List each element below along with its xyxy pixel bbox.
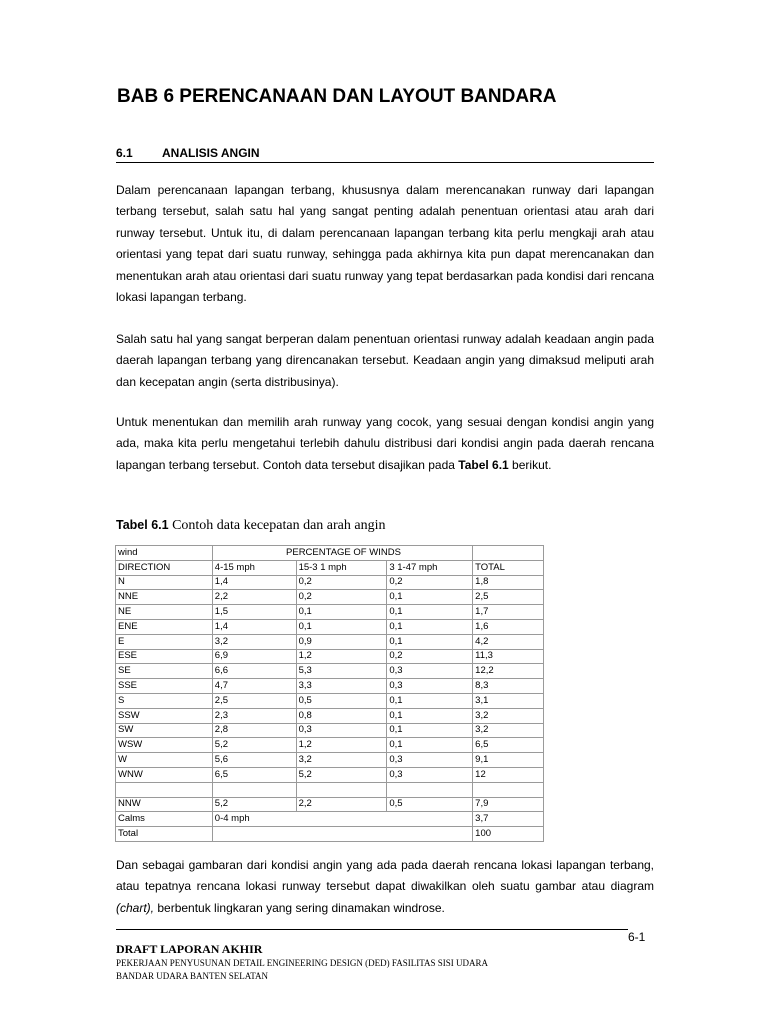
section-title: ANALISIS ANGIN — [162, 146, 260, 160]
table-cell: 3,2 — [212, 634, 296, 649]
table-cell: 0,1 — [387, 693, 473, 708]
table-cell: 5,6 — [212, 753, 296, 768]
table-row — [116, 753, 544, 768]
table-caption-label: Tabel 6.1 — [116, 518, 169, 532]
header-4-15-mph: 4-15 mph — [212, 560, 296, 575]
table-row-nnw — [116, 797, 544, 812]
table-cell: 0,1 — [387, 723, 473, 738]
section-heading — [116, 144, 654, 163]
table-row — [116, 767, 544, 782]
header-blank — [473, 546, 544, 561]
table-cell: W — [116, 753, 213, 768]
table-row — [116, 723, 544, 738]
header-wind: wind — [116, 546, 213, 561]
table-cell: 0,1 — [387, 708, 473, 723]
table-cell: 0,9 — [296, 634, 387, 649]
table-cell: ENE — [116, 619, 213, 634]
chapter-title: BAB 6 PERENCANAAN DAN LAYOUT BANDARA — [117, 86, 557, 107]
section-number: 6.1 — [116, 146, 133, 160]
table-cell: WNW — [116, 767, 213, 782]
paragraph-1: Dalam perencanaan lapangan terbang, khususnya dalam merencanakan runway dari lapangan terbang tersebut, salah satu hal yang sangat penting adalah penentuan orientasi atau arah dari runway tersebut. Untuk itu, di dalam perencanaan lapangan terbang kita perlu mengkaji arah atau orientasi yang tepat dari suatu runway, sehingga pada akhirnya kita pun dapat merencanakan dan menentukan arah atau orientasi dari suatu runway yang tepat berdasarkan pada kondisi dari rencana lokasi lapangan terbang. — [116, 183, 654, 305]
footer-divider — [116, 929, 628, 930]
table-cell: 1,4 — [212, 619, 296, 634]
table-row — [116, 605, 544, 620]
table-header-row-2 — [116, 560, 544, 575]
table-cell: 3,1 — [473, 693, 544, 708]
table-cell: 9,1 — [473, 753, 544, 768]
table-row — [116, 649, 544, 664]
table-caption-text: Contoh data kecepatan dan arah angin — [168, 518, 386, 533]
paragraph-3-end: berikut. — [508, 457, 552, 472]
calms-range: 0-4 mph — [212, 812, 472, 827]
table-cell: E — [116, 634, 213, 649]
table-row — [116, 693, 544, 708]
table-row-total — [116, 827, 544, 842]
table-cell: 8,3 — [473, 679, 544, 694]
table-cell: 6,5 — [212, 767, 296, 782]
table-cell: 3,2 — [473, 708, 544, 723]
table-cell — [212, 782, 296, 797]
table-cell: 0,2 — [296, 590, 387, 605]
table-cell: 5,3 — [296, 664, 387, 679]
table-cell: 0,3 — [387, 664, 473, 679]
header-31-47-mph: 3 1-47 mph — [387, 560, 473, 575]
table-cell: 0,1 — [387, 605, 473, 620]
table-cell: S — [116, 693, 213, 708]
table-cell: 2,8 — [212, 723, 296, 738]
chart-term: (chart), — [116, 900, 155, 915]
table-cell: 0,3 — [296, 723, 387, 738]
table-caption — [116, 518, 386, 534]
page-number: 6-1 — [628, 930, 646, 944]
table-cell: 4,7 — [212, 679, 296, 694]
table-cell: 4,2 — [473, 634, 544, 649]
table-cell: 0,1 — [387, 634, 473, 649]
header-direction: DIRECTION — [116, 560, 213, 575]
table-row — [116, 664, 544, 679]
table-cell: 2,5 — [473, 590, 544, 605]
table-cell — [473, 782, 544, 797]
table-cell: 0,2 — [387, 649, 473, 664]
table-cell: SW — [116, 723, 213, 738]
table-cell: 0,3 — [387, 679, 473, 694]
table-cell: 0,8 — [296, 708, 387, 723]
table-cell: 0,1 — [387, 738, 473, 753]
total-blank — [212, 827, 472, 842]
table-cell: 6,6 — [212, 664, 296, 679]
table-row — [116, 590, 544, 605]
table-cell — [116, 782, 213, 797]
table-cell: 0,2 — [387, 575, 473, 590]
paragraph-3-text: Untuk menentukan dan memilih arah runway yang cocok, yang sesuai dengan kondisi angin yang ada, maka kita perlu mengetahui terlebih dahulu distribusi dari kondisi angin pada daerah rencana lapangan terbang tersebut. Contoh data tersebut disajikan pada — [116, 415, 654, 472]
table-cell: 1,7 — [473, 605, 544, 620]
table-cell: 0,3 — [387, 767, 473, 782]
total-label: Total — [116, 827, 213, 842]
table-cell: 2,2 — [296, 797, 387, 812]
table-cell: 2,5 — [212, 693, 296, 708]
table-cell: 1,2 — [296, 738, 387, 753]
table-cell: 6,9 — [212, 649, 296, 664]
table-cell: 5,2 — [212, 797, 296, 812]
table-cell: NE — [116, 605, 213, 620]
table-cell: 0,1 — [387, 619, 473, 634]
wind-table — [115, 545, 544, 842]
table-cell: 1,2 — [296, 649, 387, 664]
table-cell: 5,2 — [212, 738, 296, 753]
table-cell: 1,4 — [212, 575, 296, 590]
paragraph-4-end: berbentuk lingkaran yang sering dinamakan windrose. — [154, 900, 445, 915]
calms-label: Calms — [116, 812, 213, 827]
table-cell: NNW — [116, 797, 213, 812]
table-cell: 3,2 — [473, 723, 544, 738]
paragraph-2: Salah satu hal yang sangat berperan dalam penentuan orientasi runway adalah keadaan angin pada daerah lapangan terbang yang direncanakan tersebut. Keadaan angin yang dimaksud meliputi arah dan kecepatan angin (serta distribusinya). — [116, 332, 654, 389]
table-row — [116, 708, 544, 723]
table-cell: 0,3 — [387, 753, 473, 768]
table-cell: 1,5 — [212, 605, 296, 620]
table-blank-row — [116, 782, 544, 797]
table-cell: 3,2 — [296, 753, 387, 768]
footer-location-line: BANDAR UDARA BANTEN SELATAN — [116, 971, 269, 981]
table-cell: 0,2 — [296, 575, 387, 590]
paragraph-4 — [116, 855, 654, 919]
header-percentage-of-winds: PERCENTAGE OF WINDS — [212, 546, 472, 561]
table-row-calms — [116, 812, 544, 827]
table-row — [116, 679, 544, 694]
table-cell: 2,2 — [212, 590, 296, 605]
table-cell: ESE — [116, 649, 213, 664]
table-row — [116, 634, 544, 649]
table-cell: NNE — [116, 590, 213, 605]
footer-title: DRAFT LAPORAN AKHIR — [116, 942, 263, 956]
paragraph-4-text: Dan sebagai gambaran dari kondisi angin yang ada pada daerah rencana lokasi lapangan terbang, atau tepatnya rencana lokasi runway tersebut dapat diwakilkan oleh suatu gambar atau diagram — [116, 858, 654, 894]
table-cell: 1,8 — [473, 575, 544, 590]
table-row — [116, 619, 544, 634]
header-15-31-mph: 15-3 1 mph — [296, 560, 387, 575]
footer-project-line: PEKERJAAN PENYUSUNAN DETAIL ENGINEERING DESIGN (DED) FASILITAS SISI UDARA — [116, 958, 489, 968]
table-cell: N — [116, 575, 213, 590]
table-cell: 2,3 — [212, 708, 296, 723]
calms-total: 3,7 — [473, 812, 544, 827]
table-header-row-1 — [116, 546, 544, 561]
table-row — [116, 575, 544, 590]
table-cell: 12,2 — [473, 664, 544, 679]
table-cell: SE — [116, 664, 213, 679]
table-cell: SSW — [116, 708, 213, 723]
table-cell: 7,9 — [473, 797, 544, 812]
table-cell — [387, 782, 473, 797]
table-reference: Tabel 6.1 — [458, 457, 509, 472]
table-cell: 5,2 — [296, 767, 387, 782]
total-value: 100 — [473, 827, 544, 842]
table-cell: 12 — [473, 767, 544, 782]
table-cell: 11,3 — [473, 649, 544, 664]
table-cell: 3,3 — [296, 679, 387, 694]
table-cell: SSE — [116, 679, 213, 694]
table-cell: 0,5 — [387, 797, 473, 812]
paragraph-3 — [116, 412, 654, 476]
table-cell: 0,1 — [387, 590, 473, 605]
table-cell: 6,5 — [473, 738, 544, 753]
table-cell: WSW — [116, 738, 213, 753]
table-row — [116, 738, 544, 753]
table-cell — [296, 782, 387, 797]
table-cell: 1,6 — [473, 619, 544, 634]
table-cell: 0,5 — [296, 693, 387, 708]
header-total: TOTAL — [473, 560, 544, 575]
table-cell: 0,1 — [296, 605, 387, 620]
table-cell: 0,1 — [296, 619, 387, 634]
